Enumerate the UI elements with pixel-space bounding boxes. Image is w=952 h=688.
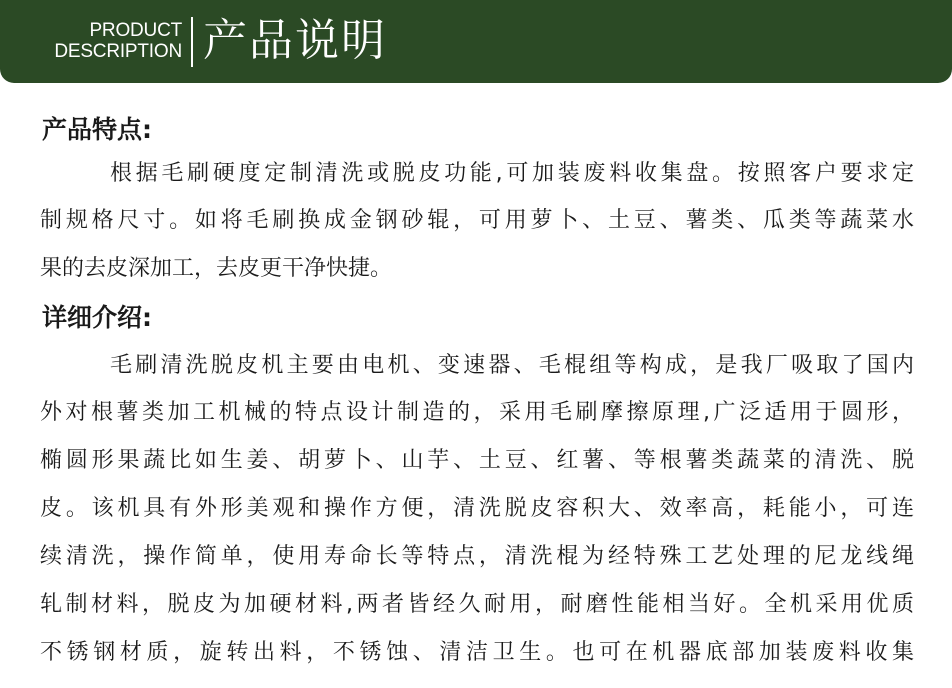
details-paragraph-line: 椭圆形果蔬比如生姜、胡萝卜、山芋、土豆、红薯、等根薯类蔬菜的清洗、脱 (40, 448, 914, 473)
header-divider (191, 17, 193, 67)
header-english-line-product: PRODUCT (89, 20, 182, 41)
details-paragraph-line: 皮。该机具有外形美观和操作方便，清洗脱皮容积大、效率高，耗能小，可连 (40, 496, 914, 521)
details-paragraph-line: 轧制材料，脱皮为加硬材料,两者皆经久耐用，耐磨性能相当好。全机采用优质 (40, 592, 914, 617)
details-paragraph-line: 不锈钢材质，旋转出料，不锈蚀、清洁卫生。也可在机器底部加装废料收集 (40, 640, 914, 665)
features-paragraph-line: 根据毛刷硬度定制清洗或脱皮功能,可加装废料收集盘。按照客户要求定 (110, 161, 914, 186)
header-english-title (54, 20, 182, 62)
features-paragraph-line: 果的去皮深加工，去皮更干净快捷。 (40, 256, 393, 281)
details-heading: 详细介绍: (42, 303, 152, 332)
header-chinese-title: 产品说明 (203, 15, 387, 66)
details-paragraph-line: 毛刷清洗脱皮机主要由电机、变速器、毛棍组等构成，是我厂吸取了国内 (110, 353, 914, 378)
details-paragraph-line: 外对根薯类加工机械的特点设计制造的，采用毛刷摩擦原理,广泛适用于圆形， (40, 400, 914, 425)
header-english-line-description: DESCRIPTION (54, 41, 182, 62)
features-heading: 产品特点: (42, 115, 152, 144)
header-banner (0, 0, 952, 83)
details-paragraph-line: 续清洗，操作简单，使用寿命长等特点，清洗棍为经特殊工艺处理的尼龙线绳 (40, 544, 914, 569)
features-paragraph-line: 制规格尺寸。如将毛刷换成金钢砂辊，可用萝卜、土豆、薯类、瓜类等蔬菜水 (40, 208, 914, 233)
